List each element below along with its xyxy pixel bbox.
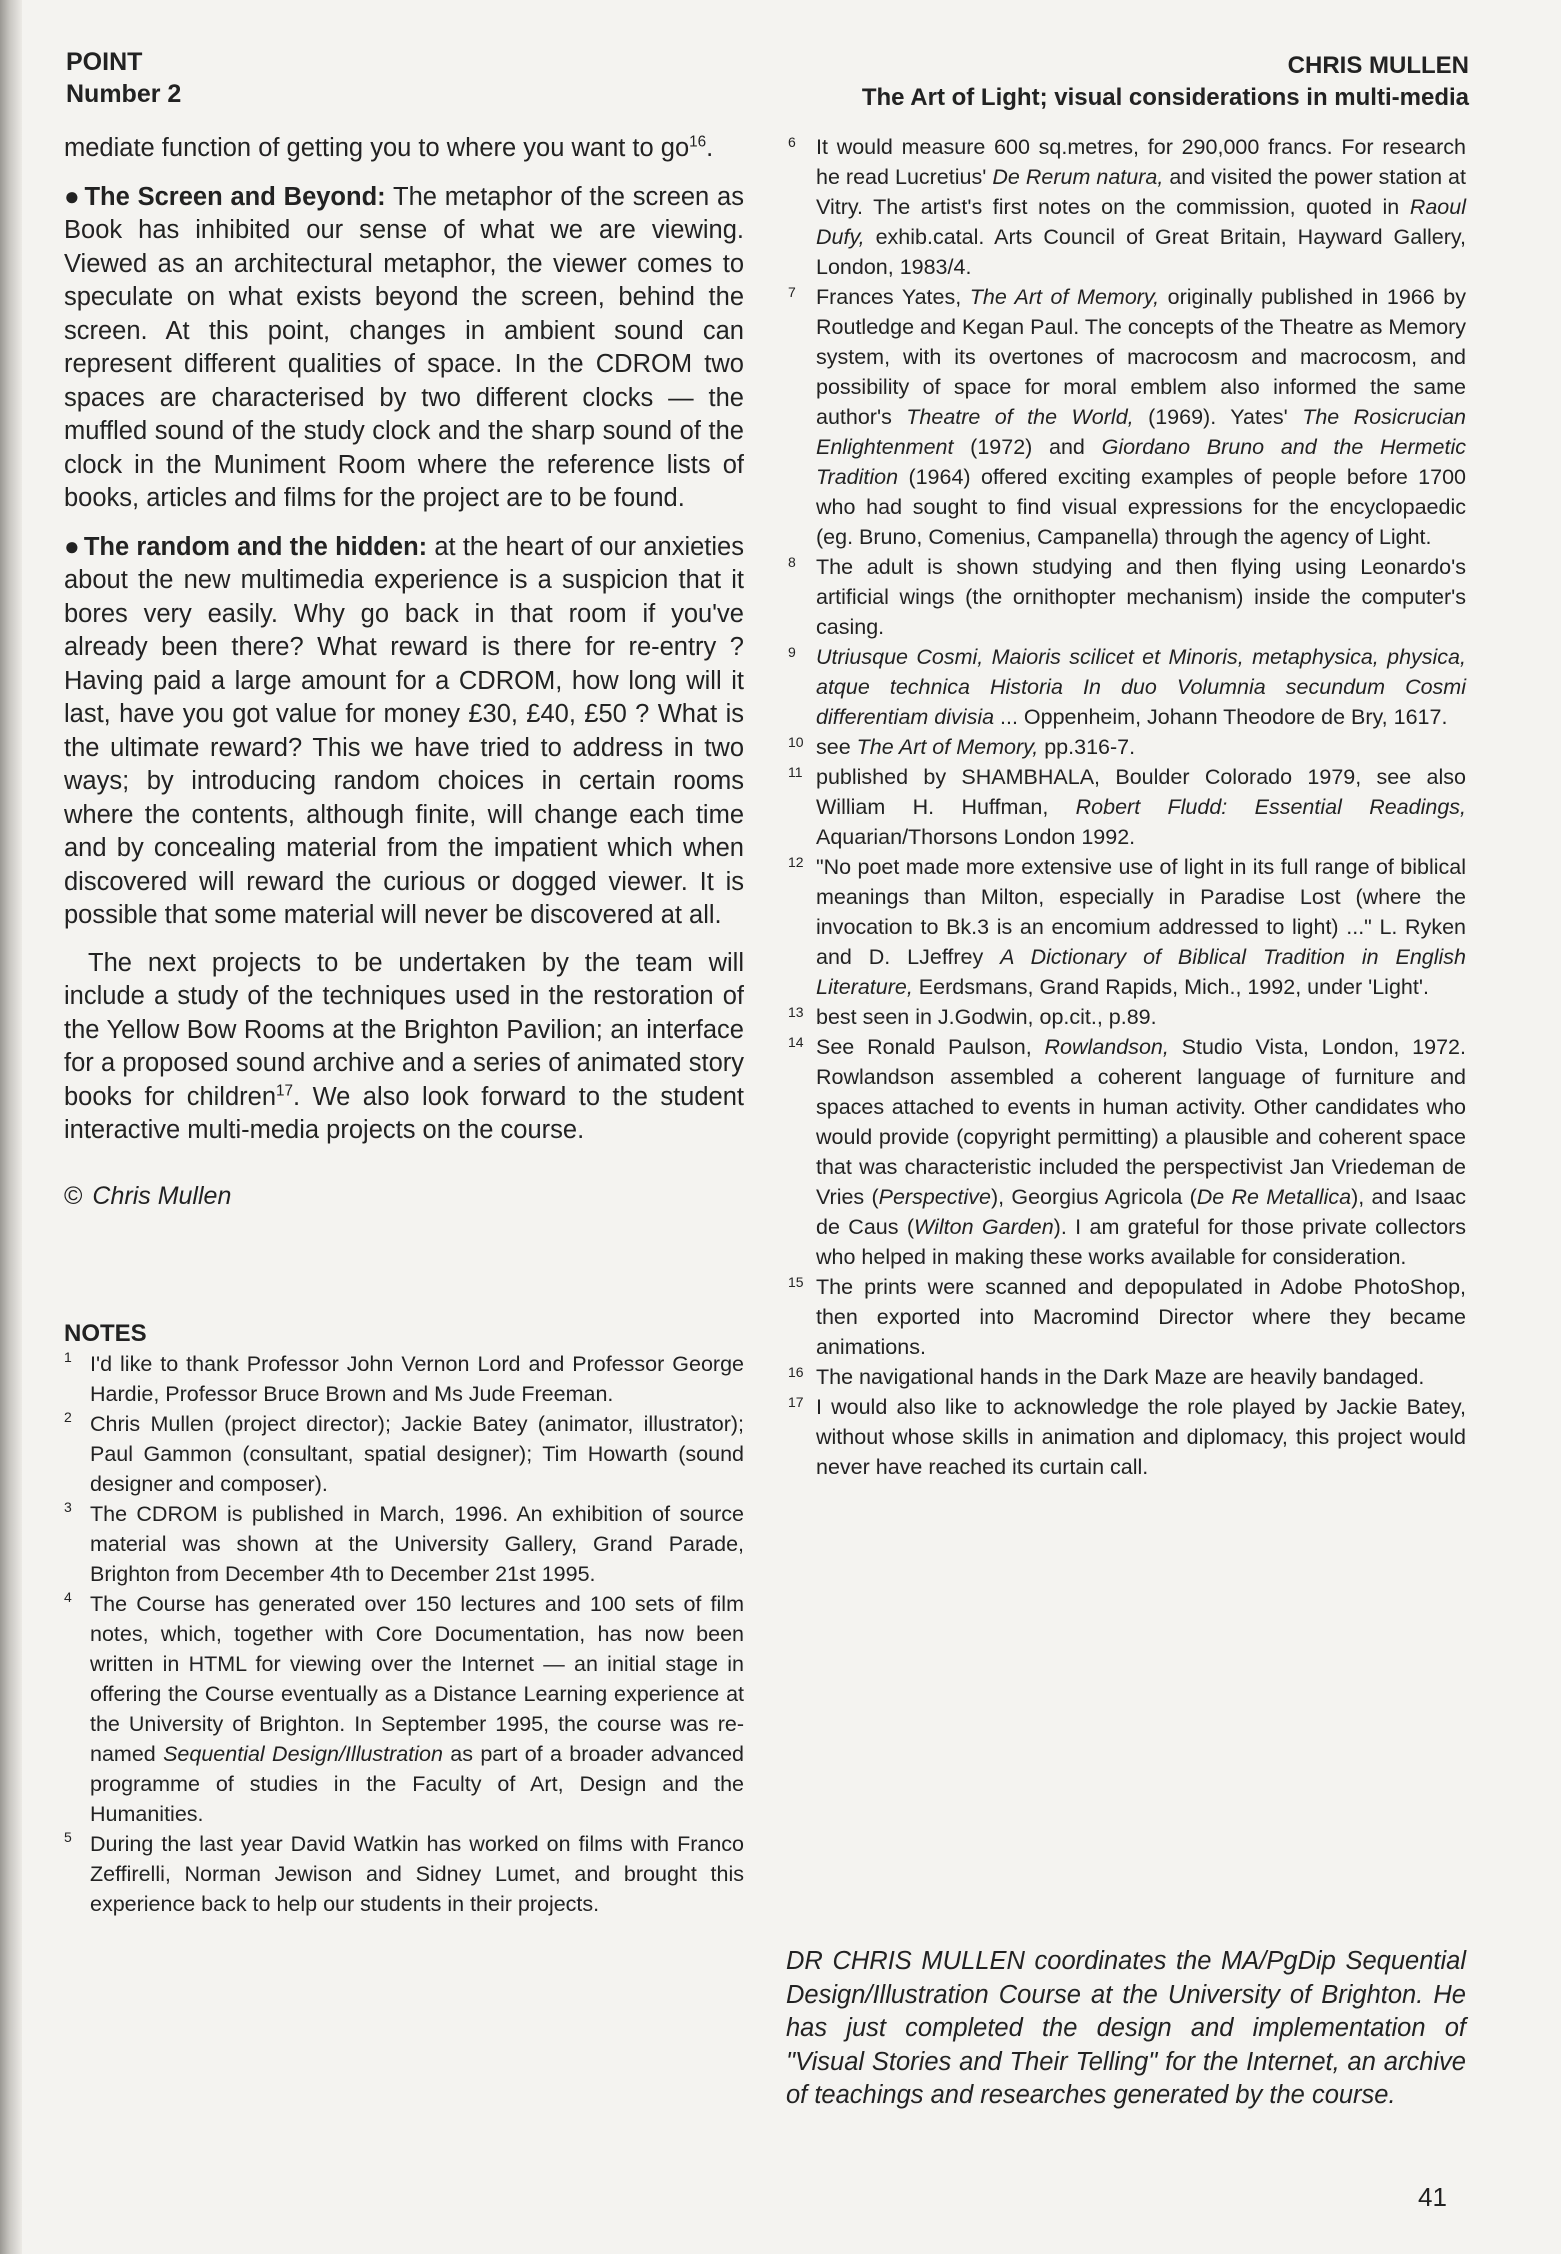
copyright-line (64, 1182, 744, 1211)
note-4: 4 The Course has generated over 150 lectures and 100 sets of film notes, which, together with Core Documentation, has now been written in HTML for viewing over the Internet — an initial stage in offering the Course eventually as a Distance Learning experience at the University of Brighton. In September 1995, the course was re-named Sequential Design/Illustration as part of a broader advanced programme of studies in the Faculty of Art, Design and the Humanities. (64, 1588, 744, 1826)
note-5: 5 During the last year David Watkin has worked on films with Franco Zeffirelli, Norman Jewison and Sidney Lumet, and brought this experience back to help our students in their projects. (64, 1828, 744, 1916)
note-8: 8 The adult is shown studying and then flying using Leonardo's artificial wings (the ornithopter mechanism) inside the computer's casing. (788, 554, 1466, 639)
left-column (64, 132, 744, 1919)
article-title: The Art of Light; visual considerations in multi-media (861, 84, 1469, 111)
body-paragraph-random-and-hidden: ● The random and the hidden: at the heart of our anxieties about the new multimedia experience is a suspicion that it bores very easily. Why go back in that room if you've already been there? What reward is there for re-entry ? Having paid a large amount for a CDROM, how long will it last, have you got value for money £30, £40, £50 ? What is the ultimate reward? This we have tried to address in two ways; by introducing random choices in certain rooms where the contents, although finite, will change each time and by concealing material from the impatient which when discovered will reward the curious or dogged viewer. It is possible that some material will never be discovered at all. (64, 530, 744, 929)
bullet-icon: ● (64, 530, 80, 561)
note-9: 9 Utriusque Cosmi, Maioris scilicet et Minoris, metaphysica, physica, atque technica Historia In duo Volumnia secundum Cosmi differentiam divisia ... Oppenheim, Johann Theodore de Bry, 1617. (788, 644, 1466, 729)
note-11: 11 published by SHAMBHALA, Boulder Colorado 1979, see also William H. Huffman, Robert Fludd: Essential Readings, Aquarian/Thorsons London 1992. (788, 764, 1467, 849)
section-lead: The Screen and Beyond: (84, 182, 386, 211)
running-header-left (66, 46, 181, 110)
copyright-holder: Chris Mullen (92, 1181, 232, 1210)
page-number: 41 (1418, 2182, 1447, 2212)
note-1: 1 I'd like to thank Professor John Vernon Lord and Professor George Hardie, Professor Bruce Brown and Ms Jude Freeman. (64, 1348, 744, 1406)
note-17: 17 I would also like to acknowledge the role played by Jackie Batey, without whose skills in animation and diplomacy, this project would never have reached its curtain call. (788, 1394, 1466, 1479)
footnote-ref-16[interactable]: 16 (689, 133, 707, 151)
binding-shadow (0, 0, 22, 2254)
note-2: 2 Chris Mullen (project director); Jackie Batey (animator, illustrator); Paul Gammon (consultant, spatial designer); Tim Howarth (sound designer and composer). (64, 1408, 744, 1496)
running-header-right (862, 50, 1469, 114)
author-name: CHRIS MULLEN (1287, 52, 1469, 79)
note-10: 10 see The Art of Memory, pp.316-7. (788, 734, 1136, 759)
note-12: 12 "No poet made more extensive use of light in its full range of biblical meanings than Milton, especially in Paradise Lost (where the invocation to Bk.3 is an encomium addressed to light) ..." L. Ryken and D. LJeffrey A Dictionary of Biblical Tradition in English Literature, Eerdsmans, Grand Rapids, Mich., 1992, under 'Light'. (788, 854, 1466, 999)
issue-number: Number 2 (66, 80, 182, 108)
body-paragraph-screen-and-beyond: ● The Screen and Beyond: The metaphor of the screen as Book has inhibited our sense of what we are viewing. Viewed as an architectural metaphor, the viewer comes to speculate on what exists beyond the screen, behind the screen. At this point, changes in ambient sound can represent different qualities of space. In the CDROM two spaces are characterised by two different clocks — the muffled sound of the study clock and the sharp sound of the clock in the Muniment Room where the reference lists of books, articles and films for the project are to be found. (64, 180, 744, 512)
body-paragraph-next-projects: The next projects to be undertaken by the team will include a study of the techniques used in the restoration of the Yellow Bow Rooms at the Brighton Pavilion; an interface for a proposed sound archive and a series of animated story books for children$^{17}$. We also look forward to the student interactive multi-media projects on the course. (64, 948, 744, 1144)
journal-name: POINT (66, 48, 143, 76)
notes-heading: NOTES (64, 1319, 147, 1347)
note-3: 3 The CDROM is published in March, 1996. An exhibition of source material was shown at the University Gallery, Grand Parade, Brighton from December 4th to December 21st 1995. (64, 1498, 744, 1586)
note-7: 7 Frances Yates, The Art of Memory, originally published in 1966 by Routledge and Kegan Paul. The concepts of the Theatre as Memory system, with its overtones of macrocosm and macrocosm, and possibility of space for moral emblem also informed the same author's Theatre of the World, (1969). Yates' The Rosicrucian Enlightenment (1972) and Giordano Bruno and the Hermetic Tradition (1964) offered exciting examples of people before 1700 who had sought to find visual expressions for the encyclopaedic (eg. Bruno, Comenius, Campanella) through the agency of Light. (788, 284, 1466, 549)
section-lead: The random and the hidden: (83, 532, 428, 561)
note-6: 6 It would measure 600 sq.metres, for 290,000 francs. For research he read Lucretius' De Rerum natura, and visited the power station at Vitry. The artist's first notes on the commission, quoted in Raoul Dufy, exhib.catal. Arts Council of Great Britain, Hayward Gallery, London, 1983/4. (788, 134, 1466, 279)
note-16: 16 The navigational hands in the Dark Maze are heavily bandaged. (788, 1364, 1425, 1389)
copyright-icon: © (64, 1181, 83, 1210)
notes-list-left (64, 1349, 744, 1919)
body-paragraph-1: mediate function of getting you to where you want to $go^{16}$. (64, 133, 714, 162)
note-13: 13 best seen in J.Godwin, op.cit., p.89. (788, 1004, 1157, 1029)
bullet-icon: ● (64, 180, 81, 211)
note-15: 15 The prints were scanned and depopulated in Adobe PhotoShop, then exported into Macromind Director where they became animations. (788, 1274, 1466, 1359)
notes-list-right (788, 132, 1466, 1482)
footnote-ref-17[interactable]: 17 (276, 1082, 294, 1099)
note-14: 14 See Ronald Paulson, Rowlandson, Studio Vista, London, 1972. Rowlandson assembled a coherent language of furniture and spaces attached to events in human activity. Other candidates who would provide (copyright permitting) a plausible and coherent space that was characteristic included the perspectivist Jan Vriedeman de Vries (Perspective), Georgius Agricola (De Re Metallica), and Isaac de Caus (Wilton Garden). I am grateful for those private collectors who helped in making these works available for consideration. (788, 1034, 1466, 1269)
author-bio: DR CHRIS MULLEN coordinates the MA/PgDip Sequential Design/Illustration Course at the University of Brighton. He has just completed the design and implementation of "Visual Stories and Their Telling" for the Internet, an archive of teachings and researches generated by the course. (786, 1947, 1466, 2109)
